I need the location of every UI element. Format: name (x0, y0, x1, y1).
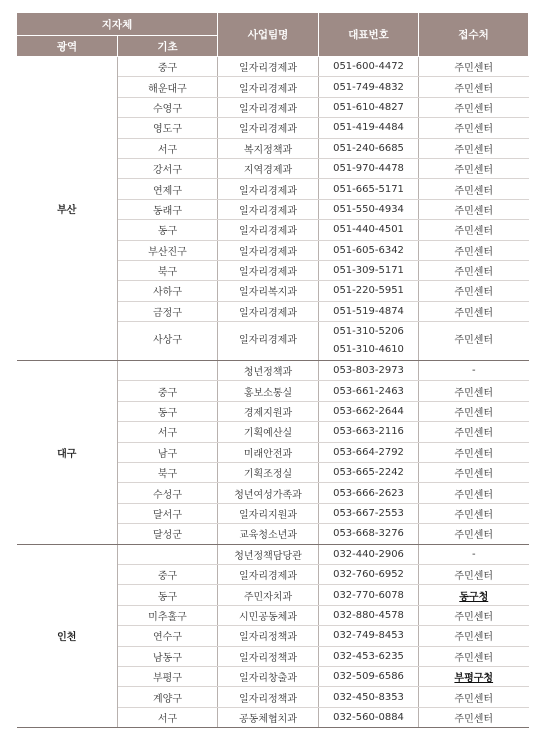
office-cell: 주민센터 (419, 503, 529, 523)
phone-cell: 053-666-2623 (319, 483, 419, 503)
phone-cell: 032-450-8353 (319, 687, 419, 707)
department-cell: 일자리경제과 (218, 118, 319, 138)
department-cell: 기획예산실 (218, 422, 319, 442)
department-cell: 일자리복지과 (218, 281, 319, 301)
department-cell: 지역경제과 (218, 158, 319, 178)
district-cell: 강서구 (118, 158, 218, 178)
header-district: 기초 (118, 36, 218, 57)
table-row (17, 361, 529, 381)
department-cell: 일자리경제과 (218, 97, 319, 117)
district-cell: 금정구 (118, 301, 218, 321)
phone-cell: 051-749-4832 (319, 77, 419, 97)
department-cell: 기획조정실 (218, 463, 319, 483)
phone-cell: 032-760-6952 (319, 564, 419, 584)
department-cell: 시민공동체과 (218, 605, 319, 625)
department-cell: 경제지원과 (218, 401, 319, 421)
district-cell: 해운대구 (118, 77, 218, 97)
phone-cell: 053-668-3276 (319, 524, 419, 544)
office-cell: 주민센터 (419, 301, 529, 321)
header-office: 접수처 (419, 13, 529, 57)
phone-cell: 051-220-5951 (319, 281, 419, 301)
district-cell: 동구 (118, 220, 218, 240)
office-cell: 주민센터 (419, 97, 529, 117)
department-cell: 일자리경제과 (218, 57, 319, 77)
district-cell: 미추홀구 (118, 605, 218, 625)
district-cell: 남구 (118, 442, 218, 462)
district-cell: 수영구 (118, 97, 218, 117)
phone-cell: 053-662-2644 (319, 401, 419, 421)
table-header (17, 13, 529, 57)
district-cell: 서구 (118, 707, 218, 727)
phone-cell: 051-600-4472 (319, 57, 419, 77)
department-cell: 일자리지원과 (218, 503, 319, 523)
district-cell: 영도구 (118, 118, 218, 138)
office-cell: 주민센터 (419, 260, 529, 280)
header-phone: 대표번호 (319, 13, 419, 57)
phone-cell: 053-667-2553 (319, 503, 419, 523)
region-cell: 부산 (17, 57, 118, 361)
phone-cell: 051-550-4934 (319, 199, 419, 219)
department-cell: 일자리경제과 (218, 77, 319, 97)
office-cell: 주민센터 (419, 281, 529, 301)
department-cell: 주민자치과 (218, 585, 319, 605)
department-cell: 미래안전과 (218, 442, 319, 462)
office-cell: 주민센터 (419, 483, 529, 503)
department-cell: 일자리경제과 (218, 220, 319, 240)
office-cell: - (419, 361, 529, 381)
phone-cell: 032-440-2906 (319, 544, 419, 564)
department-cell: 일자리정책과 (218, 646, 319, 666)
district-cell: 서구 (118, 138, 218, 158)
phone-line: 051-310-4610 (333, 344, 404, 356)
phone-cell: 032-749-8453 (319, 626, 419, 646)
office-cell: 주민센터 (419, 463, 529, 483)
phone-cell: 051-665-5171 (319, 179, 419, 199)
phone-cell: 032-560-0884 (319, 707, 419, 727)
office-cell: 주민센터 (419, 322, 529, 361)
district-cell (118, 361, 218, 381)
phone-cell: 051-240-6685 (319, 138, 419, 158)
office-cell: 주민센터 (419, 524, 529, 544)
office-cell: 주민센터 (419, 707, 529, 727)
office-cell: 주민센터 (419, 646, 529, 666)
office-cell: 주민센터 (419, 564, 529, 584)
office-cell: - (419, 544, 529, 564)
district-cell: 수성구 (118, 483, 218, 503)
office-cell: 주민센터 (419, 626, 529, 646)
office-cell: 주민센터 (419, 77, 529, 97)
office-cell: 부평구청 (419, 666, 529, 686)
phone-line: 051-310-5206 (333, 326, 404, 338)
header-region: 광역 (17, 36, 118, 57)
department-cell: 일자리경제과 (218, 179, 319, 199)
office-cell: 주민센터 (419, 138, 529, 158)
department-cell: 일자리창출과 (218, 666, 319, 686)
table-row (17, 544, 529, 564)
office-cell: 주민센터 (419, 605, 529, 625)
office-cell: 주민센터 (419, 179, 529, 199)
phone-cell: 032-509-6586 (319, 666, 419, 686)
office-cell: 주민센터 (419, 381, 529, 401)
district-cell: 계양구 (118, 687, 218, 707)
region-cell: 인천 (17, 544, 118, 728)
office-cell: 주민센터 (419, 199, 529, 219)
district-cell: 동구 (118, 585, 218, 605)
table-body (17, 57, 529, 728)
office-cell: 주민센터 (419, 158, 529, 178)
phone-cell: 053-664-2792 (319, 442, 419, 462)
phone-cell (319, 322, 419, 361)
district-cell: 북구 (118, 260, 218, 280)
phone-cell: 032-880-4578 (319, 605, 419, 625)
phone-cell: 051-610-4827 (319, 97, 419, 117)
district-cell: 중구 (118, 381, 218, 401)
department-cell: 청년정책과 (218, 361, 319, 381)
table-row (17, 57, 529, 77)
department-cell: 홍보소통실 (218, 381, 319, 401)
office-cell: 주민센터 (419, 442, 529, 462)
department-cell: 공동체협치과 (218, 707, 319, 727)
department-cell: 일자리경제과 (218, 260, 319, 280)
office-cell: 동구청 (419, 585, 529, 605)
district-cell: 달성군 (118, 524, 218, 544)
phone-cell: 051-419-4484 (319, 118, 419, 138)
phone-cell: 032-453-6235 (319, 646, 419, 666)
phone-cell: 053-661-2463 (319, 381, 419, 401)
department-cell: 일자리경제과 (218, 199, 319, 219)
district-cell: 중구 (118, 564, 218, 584)
department-cell: 청년정책담당관 (218, 544, 319, 564)
office-cell: 주민센터 (419, 687, 529, 707)
department-cell: 일자리정책과 (218, 687, 319, 707)
district-cell: 연제구 (118, 179, 218, 199)
department-cell: 일자리경제과 (218, 564, 319, 584)
phone-cell: 032-770-6078 (319, 585, 419, 605)
phone-cell: 053-665-2242 (319, 463, 419, 483)
department-cell: 교육청소년과 (218, 524, 319, 544)
district-cell: 부산진구 (118, 240, 218, 260)
district-cell: 달서구 (118, 503, 218, 523)
region-cell: 대구 (17, 361, 118, 545)
phone-cell: 053-663-2116 (319, 422, 419, 442)
department-cell: 청년여성가족과 (218, 483, 319, 503)
district-cell: 서구 (118, 422, 218, 442)
phone-cell: 051-440-4501 (319, 220, 419, 240)
header-local-government: 지자체 (17, 13, 218, 36)
district-cell: 부평구 (118, 666, 218, 686)
office-cell: 주민센터 (419, 118, 529, 138)
department-cell: 일자리정책과 (218, 626, 319, 646)
phone-cell: 051-605-6342 (319, 240, 419, 260)
office-cell: 주민센터 (419, 422, 529, 442)
office-directory-table (16, 12, 529, 728)
office-cell: 주민센터 (419, 220, 529, 240)
district-cell: 동래구 (118, 199, 218, 219)
district-cell: 사하구 (118, 281, 218, 301)
phone-cell: 051-309-5171 (319, 260, 419, 280)
district-cell: 남동구 (118, 646, 218, 666)
district-cell: 동구 (118, 401, 218, 421)
district-cell: 중구 (118, 57, 218, 77)
district-cell (118, 544, 218, 564)
department-cell: 일자리경제과 (218, 240, 319, 260)
department-cell: 복지정책과 (218, 138, 319, 158)
district-cell: 사상구 (118, 322, 218, 361)
phone-cell: 053-803-2973 (319, 361, 419, 381)
office-cell: 주민센터 (419, 57, 529, 77)
phone-cell: 051-519-4874 (319, 301, 419, 321)
department-cell: 일자리경제과 (218, 322, 319, 361)
district-cell: 연수구 (118, 626, 218, 646)
header-department: 사업팀명 (218, 13, 319, 57)
office-cell: 주민센터 (419, 401, 529, 421)
office-cell: 주민센터 (419, 240, 529, 260)
district-cell: 북구 (118, 463, 218, 483)
department-cell: 일자리경제과 (218, 301, 319, 321)
phone-cell: 051-970-4478 (319, 158, 419, 178)
